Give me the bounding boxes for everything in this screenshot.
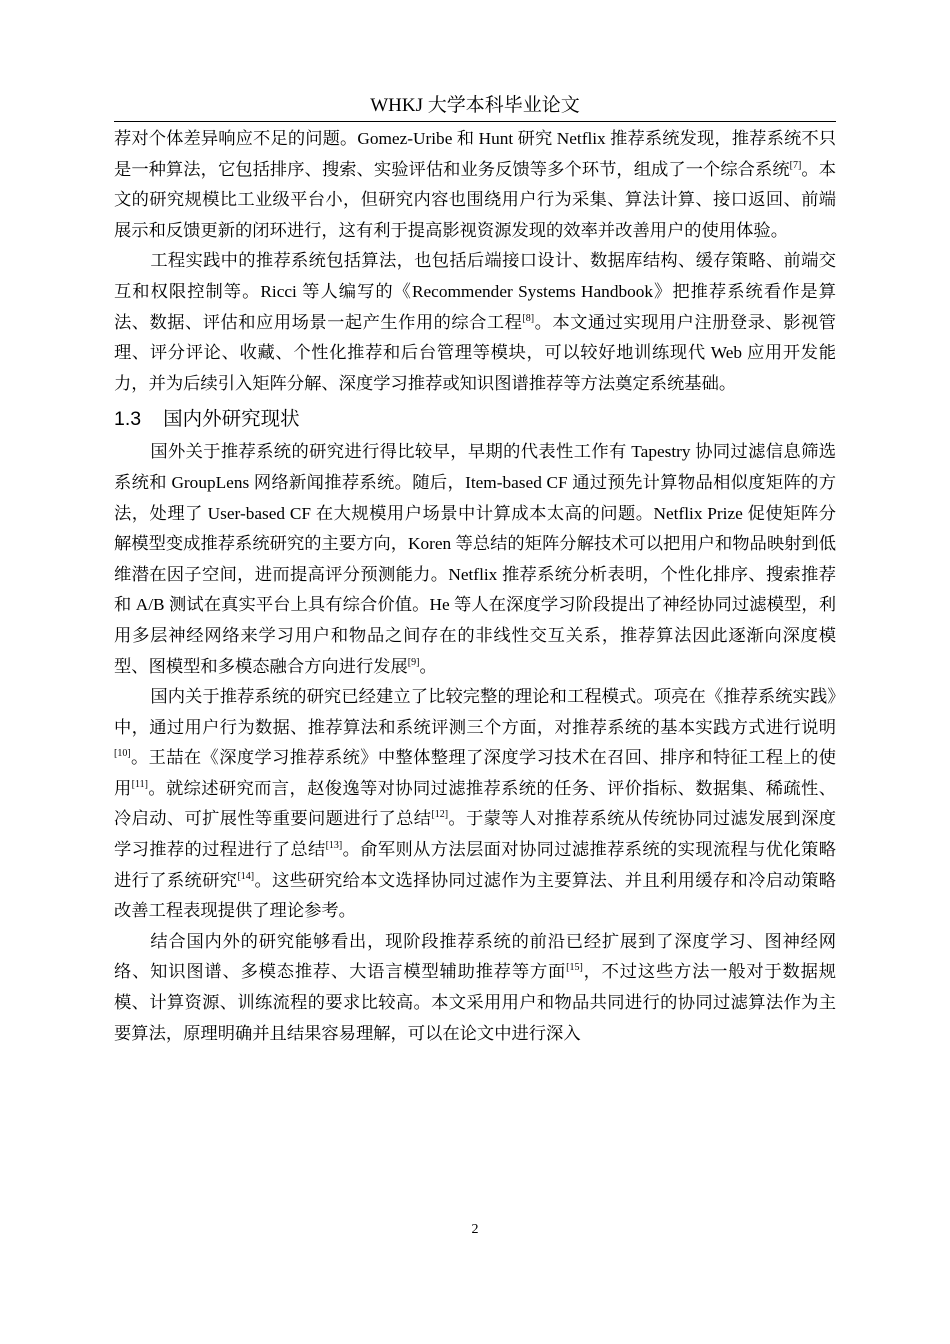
page-number: 2 [471,1222,479,1237]
paragraph [114,927,836,1049]
citation-ref: [11] [131,779,148,791]
citation-ref: [10] [114,748,131,760]
page-header [114,92,836,120]
header-title: WHKJ 大学本科毕业论文 [370,95,580,116]
paragraph [114,437,836,682]
text-run: 。于蒙等人对推荐系统从传统协同过滤发展到深度学习推荐的过程进行了总结 [114,809,836,860]
section-title: 国内外研究现状 [163,407,300,431]
section-heading [114,403,836,435]
text-run: 。俞军则从方法层面对协同过滤推荐系统的实现流程与优化策略进行了系统研究 [114,840,836,890]
text-run: 结合国内外的研究能够看出，现阶段推荐系统的前沿已经扩展到了深度学习、图神经网络、知识图谱、多模态推荐、大语言模型辅助推荐等方面 [114,931,836,982]
paragraph [114,246,836,399]
text-run: ，不过这些方法一般对于数据规模、计算资源、训练流程的要求比较高。本文采用用户和物品共同进行的协同过滤算法作为主要算法，原理明确并且结果容易理解，可以在论文中进行深入 [114,962,836,1043]
text-run: 。就综述研究而言，赵俊逸等对协同过滤推荐系统的任务、评价指标、数据集、稀疏性、冷启动、可扩展性等重要问题进行了总结 [114,778,836,829]
text-run: 。这些研究给本文选择协同过滤作为主要算法、并且利用缓存和冷启动策略改善工程表现提供了理论参考。 [114,870,836,921]
citation-ref: [15] [566,962,583,974]
citation-ref: [8] [522,312,535,324]
text-run: 荐对个体差异响应不足的问题。Gomez-Uribe 和 Hunt 研究 Netflix 推荐系统发现，推荐系统不只是一种算法，它包括排序、搜索、实验评估和业务反馈等多个环节，组成了一个综合系统 [114,129,836,179]
paragraph [114,124,836,246]
header-divider [114,121,836,122]
text-run: 。本文的研究规模比工业级平台小，但研究内容也围绕用户行为采集、算法计算、接口返回、前端展示和反馈更新的闭环进行，这有利于提高影视资源发现的效率并改善用户的使用体验。 [114,159,836,240]
citation-ref: [7] [789,159,802,171]
paragraph [114,682,836,927]
citation-ref: [9] [407,656,420,668]
text-run: 。 [419,656,437,676]
citation-ref: [12] [431,809,449,821]
text-run: 工程实践中的推荐系统包括算法，也包括后端接口设计、数据库结构、缓存策略、前端交互和权限控制等。Ricci 等人编写的《Recommender Systems Handbook》把推荐系统看作是算法、数据、评估和应用场景一起产生作用的综合工程 [114,251,836,332]
citation-ref: [14] [237,870,255,882]
text-run: 国外关于推荐系统的研究进行得比较早，早期的代表性工作有 Tapestry 协同过滤信息筛选系统和 GroupLens 网络新闻推荐系统。随后，Item-based CF 通过预先计算物品相似度矩阵的方法，处理了 User-based CF 在大规模用户场景中计算成本太高的问题。Netflix Prize 促使矩阵分解模型变成推荐系统研究的主要方向，Koren 等总结的矩阵分解技术可以把用户和物品映射到低维潜在因子空间，进而提高评分预测能力。Netflix 推荐系统分析表明，个性化排序、搜索推荐和 A/B 测试在真实平台上具有综合价值。He 等人在深度学习阶段提出了神经协同过滤模型，利用多层神经网络来学习用户和物品之间存在的非线性交互关系，推荐算法因此逐渐向深度模型、图模型和多模态融合方向进行发展 [114,442,836,676]
text-run: 。王喆在《深度学习推荐系统》中整体整理了深度学习技术在召回、排序和特征工程上的使用 [114,748,836,798]
body-text [114,124,836,1049]
text-run: 国内关于推荐系统的研究已经建立了比较完整的理论和工程模式。项亮在《推荐系统实践》中，通过用户行为数据、推荐算法和系统评测三个方面，对推荐系统的基本实践方式进行说明 [114,687,836,737]
section-number: 1.3 [114,408,142,431]
text-run: 。本文通过实现用户注册登录、影视管理、评分评论、收藏、个性化推荐和后台管理等模块，可以较好地训练现代 Web 应用开发能力，并为后续引入矩阵分解、深度学习推荐或知识图谱推荐等方法奠定系统基础。 [114,312,836,393]
citation-ref: [13] [325,840,343,852]
